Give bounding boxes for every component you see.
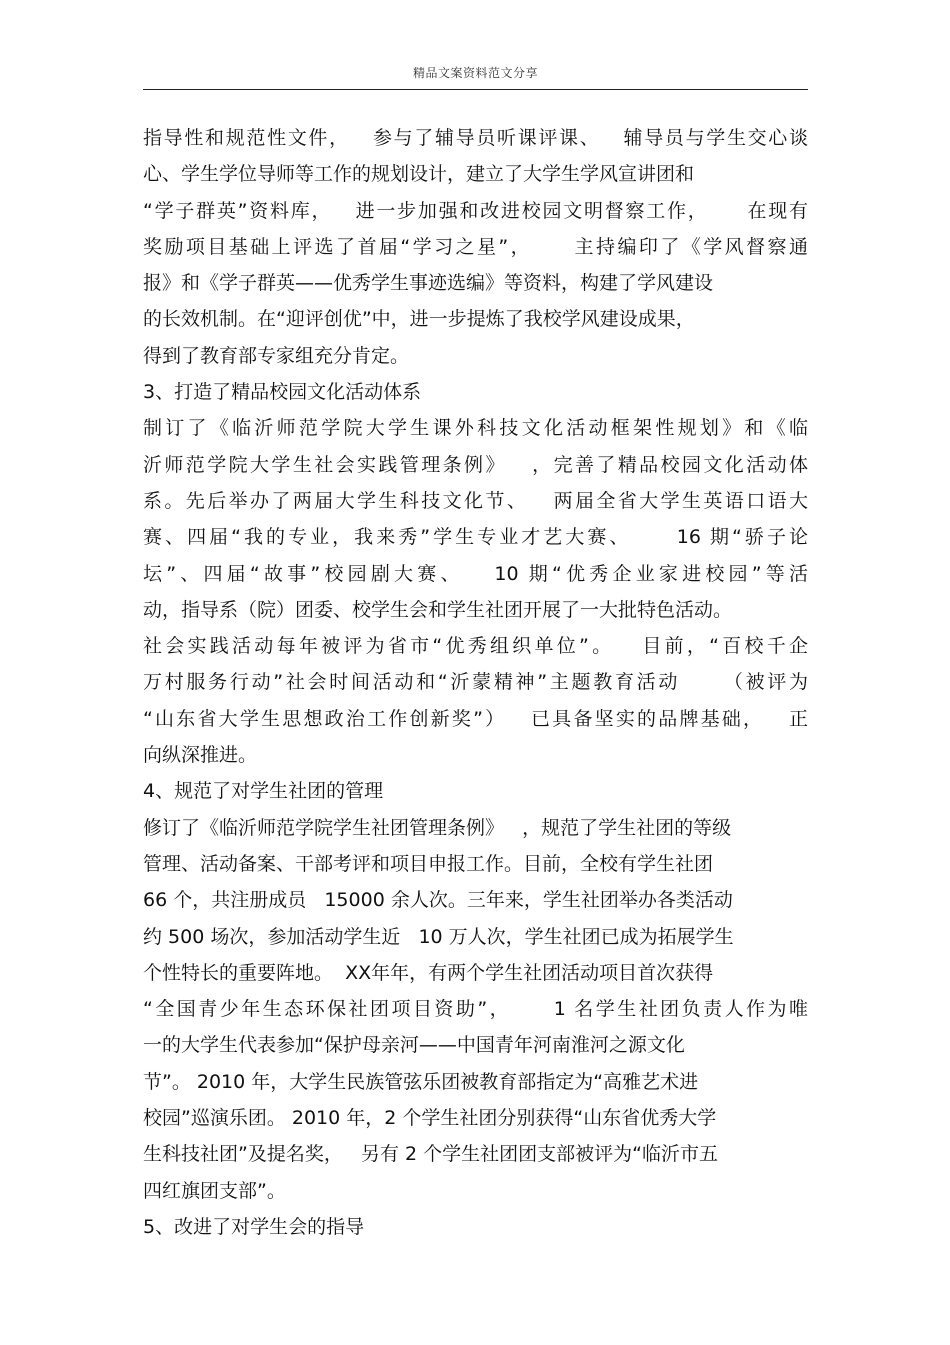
text-line: “学子群英”资料库， 进一步加强和改进校园文明督察工作， 在现有	[143, 199, 808, 222]
document-body	[143, 120, 823, 1245]
text-line: 管理、活动备案、干部考评和项目申报工作。目前，全校有学生社团	[143, 852, 714, 875]
text-line: 约 500 场次，参加活动学生近 10 万人次，学生社团已成为拓展学生	[143, 925, 734, 948]
text-line: 个性特长的重要阵地。 XX年年，有两个学生社团活动项目首次获得	[143, 961, 714, 984]
text-line: 万村服务行动”社会时间活动和“沂蒙精神”主题教育活动 （被评为	[143, 671, 808, 694]
text-line: 报》和《学子群英——优秀学生事迹选编》等资料，构建了学风建设	[143, 272, 714, 295]
text-line: 一的大学生代表参加“保护母亲河——中国青年河南淮河之源文化	[143, 1034, 685, 1057]
text-line: “山东省大学生思想政治工作创新奖”） 已具备坚实的品牌基础， 正	[143, 707, 808, 730]
text-line: 沂师范学院大学生社会实践管理条例》 ，完善了精品校园文化活动体	[143, 453, 808, 476]
text-line: 5、改进了对学生会的指导	[143, 1215, 365, 1238]
text-line: 校园”巡演乐团。 2010 年，2 个学生社团分别获得“山东省优秀大学	[143, 1107, 717, 1130]
text-line: 指导性和规范性文件， 参与了辅导员听课评课、 辅导员与学生交心谈	[143, 127, 808, 149]
text-line: 系。先后举办了两届大学生科技文化节、 两届全省大学生英语口语大	[143, 489, 808, 512]
text-line: 得到了教育部专家组充分肯定。	[143, 344, 410, 367]
text-line: 向纵深推进。	[143, 744, 258, 767]
text-line: 赛、四届“我的专业，我来秀”学生专业才艺大赛、 16 期“骄子论	[143, 526, 808, 549]
text-line: 修订了《临沂师范学院学生社团管理条例》 ，规范了学生社团的等级	[143, 816, 732, 839]
text-line: 社会实践活动每年被评为省市“优秀组织单位”。 目前，“百校千企	[143, 635, 808, 658]
text-line: 坛”、四届“故事”校园剧大赛、 10 期“优秀企业家进校园”等活	[143, 562, 808, 585]
text-line: 四红旗团支部”。	[143, 1179, 286, 1202]
page-header-title: 精品文案资料范文分享	[412, 66, 538, 80]
text-line: 的长效机制。在“迎评创优”中，进一步提炼了我校学风建设成果，	[143, 308, 695, 331]
text-line: 奖励项目基础上评选了首届“学习之星”， 主持编印了《学风督察通	[143, 235, 808, 258]
text-line: 动，指导系（院）团委、校学生会和学生社团开展了一大批特色活动。	[143, 598, 733, 621]
text-line: 3、打造了精品校园文化活动体系	[143, 381, 422, 404]
text-line: “全国青少年生态环保社团项目资助”， 1 名学生社团负责人作为唯	[143, 998, 808, 1021]
header-divider	[143, 89, 808, 90]
text-line: 心、学生学位导师等工作的规划设计，建立了大学生学风宣讲团和	[143, 163, 695, 186]
text-line: 生科技社团”及提名奖， 另有 2 个学生社团团支部被评为“临沂市五	[143, 1143, 718, 1166]
text-line: 66 个，共注册成员 15000 余人次。三年来，学生社团举办各类活动	[143, 889, 733, 912]
text-line: 节”。 2010 年，大学生民族管弦乐团被教育部指定为“高雅艺术进	[143, 1070, 699, 1093]
text-line: 4、规范了对学生社团的管理	[143, 780, 384, 803]
text-line: 制订了《临沂师范学院大学生课外科技文化活动框架性规划》和《临	[143, 417, 808, 440]
